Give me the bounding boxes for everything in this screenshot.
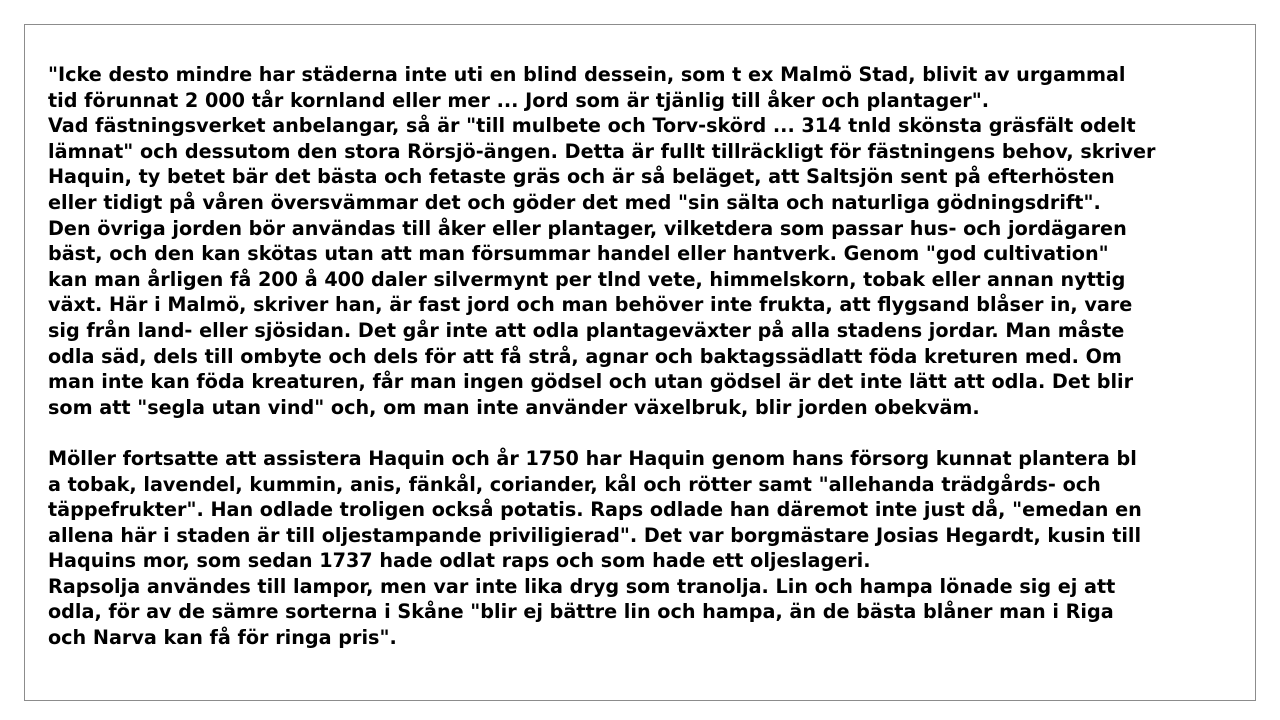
text-line: och Narva kan få för ringa pris". (48, 626, 397, 650)
text-line: lämnat" och dessutom den stora Rörsjö-ängen. Detta är fullt tillräckligt för fästningens behov, skriver (48, 139, 1156, 163)
paragraph-gap (48, 420, 1248, 446)
text-line: odla säd, dels till ombyte och dels för att få strå, agnar och baktagssädlatt föda kreturen med. Om (48, 344, 1122, 368)
text-line: Rapsolja användes till lampor, men var inte lika dryg som tranolja. Lin och hampa lönade sig ej att (48, 574, 1116, 598)
text-line: Haquins mor, som sedan 1737 hade odlat raps och som hade ett oljeslageri. (48, 549, 871, 573)
text-line: Haquin, ty betet bär det bästa och fetaste gräs och är så beläget, att Saltsjön sent på efterhösten (48, 165, 1115, 189)
text-line: eller tidigt på våren översvämmar det och göder det med "sin sälta och naturliga gödningsdrift". (48, 190, 1101, 214)
text-line: växt. Här i Malmö, skriver han, är fast jord och man behöver inte frukta, att flygsand blåser in, vare (48, 293, 1133, 317)
text-line: Den övriga jorden bör användas till åker eller plantager, vilketdera som passar hus- och jordägaren (48, 216, 1127, 240)
text-line: bäst, och den kan skötas utan att man försummar handel eller hantverk. Genom "god cultivation" (48, 242, 1109, 266)
paragraph-2 (48, 446, 1248, 651)
text-line: Vad fästningsverket anbelangar, så är "till mulbete och Torv-skörd ... 314 tnld skönsta gräsfält odelt (48, 114, 1136, 138)
paragraph-1 (48, 62, 1248, 420)
text-line: sig från land- eller sjösidan. Det går inte att odla plantageväxter på alla stadens jordar. Man måste (48, 318, 1125, 342)
text-line: "Icke desto mindre har städerna inte uti en blind dessein, som t ex Malmö Stad, blivit av urgammal (48, 63, 1126, 86)
text-line: man inte kan föda kreaturen, får man ingen gödsel och utan gödsel är det inte lätt att odla. Det blir (48, 370, 1134, 394)
text-line: Möller fortsatte att assistera Haquin och år 1750 har Haquin genom hans försorg kunnat plantera bl (48, 446, 1137, 470)
text-line: tid förunnat 2 000 tår kornland eller mer ... Jord som är tjänlig till åker och plantager". (48, 88, 989, 112)
document-text (48, 62, 1248, 651)
text-line: som att "segla utan vind" och, om man inte använder växelbruk, blir jorden obekväm. (48, 395, 980, 419)
text-line: odla, för av de sämre sorterna i Skåne "blir ej bättre lin och hampa, än de bästa blåner man i Riga (48, 600, 1114, 624)
text-line: kan man årligen få 200 å 400 daler silvermynt per tlnd vete, himmelskorn, tobak eller annan nyttig (48, 267, 1126, 291)
text-line: täppefrukter". Han odlade troligen också potatis. Raps odlade han däremot inte just då, "emedan en (48, 498, 1142, 522)
text-line: allena här i staden är till oljestampande priviligierad". Det var borgmästare Josias Hegardt, kusin till (48, 523, 1142, 547)
text-line: a tobak, lavendel, kummin, anis, fänkål, coriander, kål och rötter samt "allehanda trädgårds- och (48, 472, 1101, 496)
